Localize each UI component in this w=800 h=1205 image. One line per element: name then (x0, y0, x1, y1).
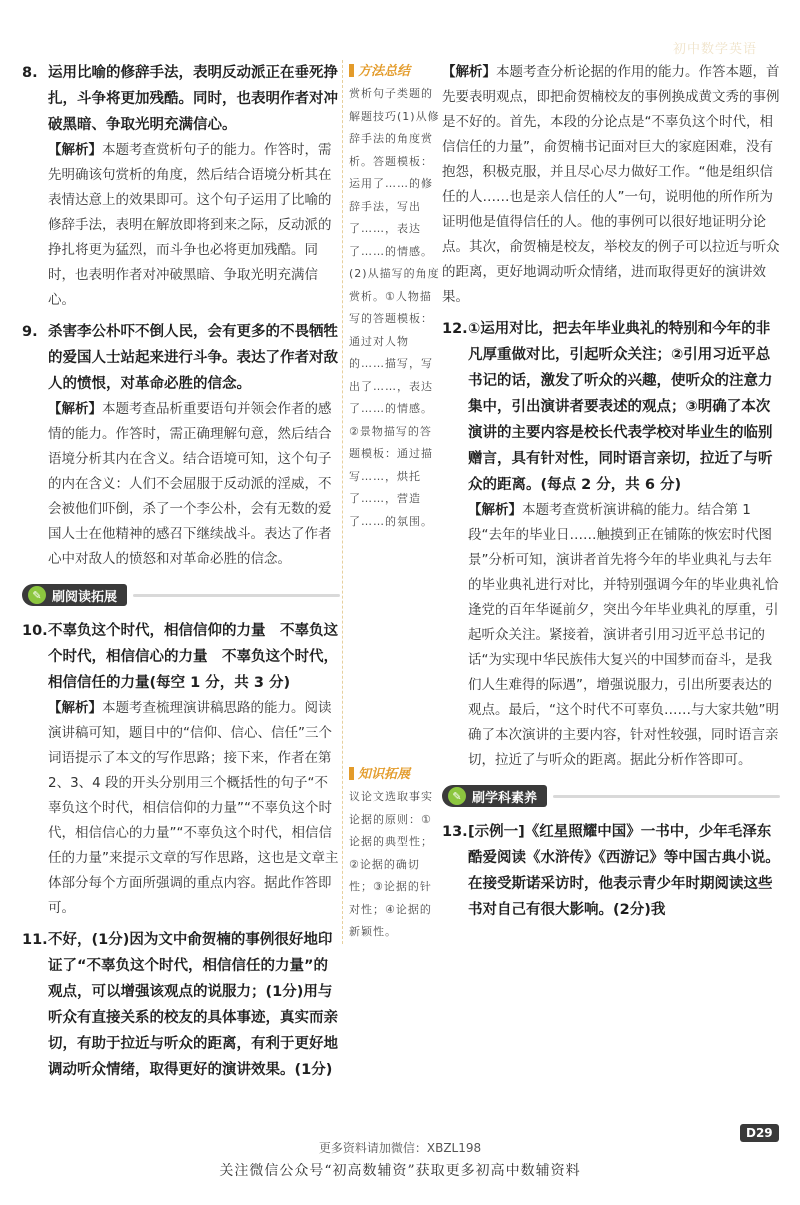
section-title: 刷学科素养 (472, 790, 538, 806)
method-summary-title (349, 60, 441, 79)
answer-item-12 (442, 316, 780, 498)
analysis-text: 本题考查赏析演讲稿的能力。结合第 1 段“去年的毕业日……触摸到正在铺陈的恢宏时代图景”分析可知，演讲者首先将今年的毕业典礼与去年的毕业典礼进行对比，并特别强调今年的毕业典礼恰逢党的百年华诞前夕，突出今年毕业典礼的厚重，引起听众关注。紧接着，演讲者引用习近平总书记的话“为实现中华民族伟大复兴的中国梦而奋斗，是我们人生难得的际遇”，增强说服力，引出所要表达的观点。最后，“这个时代不可辜负……与大家共勉”明确了本次演讲的主要内容，针对性较强，同时语言亲切，拉近了与听众的距离。据此分析作答即可。 (468, 502, 779, 768)
answer-text: ①运用对比，把去年毕业典礼的特别和今年的非凡厚重做对比，引起听众关注；②引用习近平总书记的话，激发了听众的兴趣，使听众的注意力集中，引出演讲者要表述的观点；③明确了本次演讲的主要内容是校长代表学校对毕业生的临别赠言，具有针对性，同时语言亲切，拉近了与听众的距离。(每点 2 分，共 6 分) (468, 321, 773, 493)
side-notes (342, 60, 441, 944)
header-tag: 初中数学英语 (672, 42, 757, 57)
question-number: 10. (22, 623, 48, 639)
method-summary-text: 赏析句子类题的解题技巧(1)从修辞手法的角度赏析。答题模板：运用了……的修辞手法，写出了……，表达了……的情感。(2)从描写的角度赏析。①人物描写的答题模板：通过对人物的……描写，写出了……，表达了……的情感。②景物描写的答题模板：通过描写……，烘托了……，营造了……的氛围。 (349, 87, 440, 528)
knowledge-title (349, 763, 441, 782)
knowledge-text: 议论文选取事实论据的原则：①论据的典型性；②论据的确切性；③论据的针对性；④论据的新颖性。 (349, 790, 433, 938)
section-badge (442, 785, 547, 807)
analysis-9 (22, 397, 340, 572)
analysis-tag: 【解析】 (48, 700, 102, 716)
answer-item-8 (22, 60, 340, 138)
analysis-tag: 【解析】 (442, 64, 496, 80)
section-title: 刷阅读拓展 (52, 589, 118, 605)
answer-text: 杀害李公朴吓不倒人民，会有更多的不畏牺牲的爱国人士站起来进行斗争。表达了作者对敌人的愤恨，对革命必胜的信念。 (48, 324, 338, 392)
question-number: 13. (442, 824, 468, 840)
analysis-tag: 【解析】 (48, 142, 102, 158)
question-number: 8. (22, 65, 38, 81)
section-badge (22, 584, 127, 606)
question-number: 11. (22, 932, 48, 948)
section-divider (553, 795, 780, 798)
answer-item-13 (442, 819, 780, 923)
section-header-reading (22, 582, 340, 608)
right-column (442, 60, 780, 923)
method-summary-label: 方法总结 (358, 64, 411, 79)
analysis-text: 本题考查梳理演讲稿思路的能力。阅读演讲稿可知，题目中的“信仰、信心、信任”三个词语提示了本文的写作思路；接下来，作者在第 2、3、4 段的开头分别用三个概括性的句子“不辜负这个时代，相信信仰的力量”“不辜负这个时代，相信信心的力量”“不辜负这个时代，相信信任的力量”来提示文章的写作思路，这也是文章主体部分每个方面所强调的重点内容。据此作答即可。 (48, 700, 339, 916)
answer-item-10 (22, 618, 340, 696)
question-number: 12. (442, 321, 468, 337)
analysis-tag: 【解析】 (48, 401, 102, 417)
footer-promo: 关注微信公众号“初高数辅资”获取更多初高中数辅资料 (219, 1163, 581, 1179)
pen-icon: ✎ (448, 787, 466, 805)
title-marker (349, 64, 354, 77)
knowledge-label: 知识拓展 (358, 767, 411, 782)
analysis-12 (442, 498, 780, 773)
answer-item-11 (22, 927, 340, 1083)
answer-text: 不辜负这个时代，相信信仰的力量 不辜负这个时代，相信信心的力量 不辜负这个时代，相信信任的力量(每空 1 分，共 3 分) (48, 623, 338, 691)
page-number: D29 (740, 1124, 779, 1142)
answer-text: 运用比喻的修辞手法，表明反动派正在垂死挣扎，斗争将更加残酷。同时，也表明作者对冲破黑暗、争取光明充满信心。 (48, 65, 338, 133)
title-marker (349, 767, 354, 780)
section-header-literacy (442, 783, 780, 809)
answer-item-9 (22, 319, 340, 397)
analysis-11 (442, 60, 780, 310)
analysis-tag: 【解析】 (468, 502, 522, 518)
book-icon: ✎ (28, 586, 46, 604)
section-divider (133, 594, 340, 597)
analysis-text: 本题考查赏析句子的能力。作答时，需先明确该句赏析的角度，然后结合语境分析其在表情达意上的效果即可。这个句子运用了比喻的修辞手法，表明在解放即将到来之际，反动派的挣扎将更为猛烈，而斗争也必将更加残酷。同时，也表明作者对冲破黑暗、争取光明充满信心。 (48, 142, 332, 308)
analysis-text: 本题考查分析论据的作用的能力。作答本题，首先要表明观点，即把俞贺楠校友的事例换成黄文秀的事例是不好的。首先，本段的分论点是“不辜负这个时代，相信信任的力量”，俞贺楠书记面对巨大的家庭困难，没有抱怨，积极克服，并且尽心尽力做好工作。“他是组织信任的人……也是亲人信任的人”一句，说明他的所作所为证明他是值得信任的人。他的事例可以很好地证明分论点。其次，俞贺楠是校友，举校友的例子可以拉近与听众的距离，更好地调动听众情绪，进而取得更好的演讲效果。 (442, 64, 780, 305)
analysis-text: 本题考查品析重要语句并领会作者的感情的能力。作答时，需正确理解句意，然后结合语境分析其内在含义。结合语境可知，这个句子的内在含义：人们不会屈服于反动派的淫威，不会被他们吓倒，杀了一个李公朴，会有无数的爱国人士在他精神的感召下继续战斗。表达了作者心中对敌人的愤怒和对革命必胜的信念。 (48, 401, 332, 567)
footer-contact: 更多资料请加微信：XBZL198 (318, 1141, 482, 1155)
answer-text: 不好，(1分)因为文中俞贺楠的事例很好地印证了“不辜负这个时代，相信信任的力量”的观点，可以增强该观点的说服力；(1分)用与听众有直接关系的校友的具体事迹，真实而亲切，有助于拉近与听众的距离，有利于更好地调动听众情绪，取得更好的演讲效果。(1分) (48, 932, 338, 1078)
question-number: 9. (22, 324, 38, 340)
analysis-10 (22, 696, 340, 921)
left-column (22, 60, 340, 1083)
answer-text: [示例一]《红星照耀中国》一书中，少年毛泽东酷爱阅读《水浒传》《西游记》等中国古典小说。在接受斯诺采访时，他表示青少年时期阅读这些书对自己有很大影响。(2分)我 (468, 824, 780, 918)
analysis-8 (22, 138, 340, 313)
